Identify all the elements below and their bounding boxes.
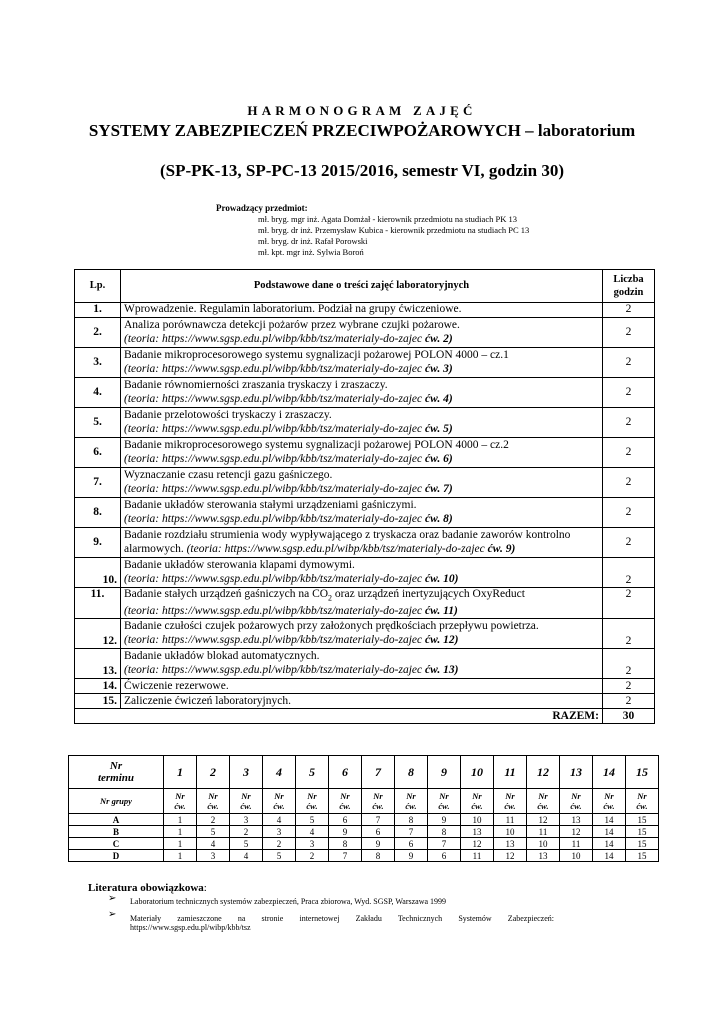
schedule-cell: 11 bbox=[461, 850, 494, 862]
schedule-cell: 8 bbox=[362, 850, 395, 862]
header-content: Podstawowe dane o treści zajęć laboratoryjnych bbox=[121, 270, 603, 303]
schedule-cell: 5 bbox=[230, 838, 263, 850]
schedule-cell: 13 bbox=[461, 826, 494, 838]
schedule-cell: 10 bbox=[560, 850, 593, 862]
table-row: 6. Badanie mikroprocesorowego systemu sygnalizacji pożarowej POLON 4000 – cz.2 (teoria: https://www.sgsp.edu.pl/wibp/kbb/tsz/materialy-do-zajec ćw. 6) 2 bbox=[75, 438, 655, 468]
leaders-label: Prowadzący przedmiot: bbox=[216, 203, 308, 213]
group-name: D bbox=[69, 850, 164, 862]
schedule-cell: 14 bbox=[593, 850, 626, 862]
schedule-cell: 8 bbox=[329, 838, 362, 850]
schedule-cell: 10 bbox=[494, 826, 527, 838]
schedule-cell: 6 bbox=[362, 826, 395, 838]
schedule-cell: 2 bbox=[197, 814, 230, 826]
table-row: 1. Wprowadzenie. Regulamin laboratorium. Podział na grupy ćwiczeniowe. 2 bbox=[75, 303, 655, 318]
schedule-cell: 12 bbox=[560, 826, 593, 838]
header-hours: Liczba godzin bbox=[603, 270, 655, 303]
schedule-cell: 3 bbox=[230, 814, 263, 826]
course-content-table bbox=[74, 269, 655, 724]
schedule-cell: 11 bbox=[560, 838, 593, 850]
schedule-cell: 2 bbox=[296, 850, 329, 862]
schedule-cell: 4 bbox=[230, 850, 263, 862]
schedule-cell: 15 bbox=[626, 814, 659, 826]
schedule-cell: 14 bbox=[593, 838, 626, 850]
schedule-cell: 4 bbox=[263, 814, 296, 826]
schedule-cell: 13 bbox=[527, 850, 560, 862]
schedule-cell: 12 bbox=[461, 838, 494, 850]
table-row: 13. Badanie układów blokad automatycznych. (teoria: https://www.sgsp.edu.pl/wibp/kbb/tsz/materialy-do-zajec ćw. 13) 2 bbox=[75, 649, 655, 679]
schedule-cell: 9 bbox=[428, 814, 461, 826]
schedule-cell: 8 bbox=[395, 814, 428, 826]
table-row: 10. Badanie układów sterowania klapami dymowymi. (teoria: https://www.sgsp.edu.pl/wibp/kbb/tsz/materialy-do-zajec ćw. 10) 2 bbox=[75, 558, 655, 588]
document-title-line1: HARMONOGRAM ZAJĘĆ bbox=[247, 103, 477, 118]
schedule-cell: 2 bbox=[230, 826, 263, 838]
schedule-cell: 12 bbox=[494, 850, 527, 862]
header-lp: Lp. bbox=[75, 270, 121, 303]
schedule-cell: 13 bbox=[494, 838, 527, 850]
table-row: 7. Wyznaczanie czasu retencji gazu gaśniczego. (teoria: https://www.sgsp.edu.pl/wibp/kbb/tsz/materialy-do-zajec ćw. 7) 2 bbox=[75, 468, 655, 498]
total-value: 30 bbox=[603, 709, 655, 724]
leader-item: mł. bryg. dr inż. Przemysław Kubica - kierownik przedmiotu na studiach PC 13 bbox=[258, 225, 530, 235]
leader-item: mł. bryg. mgr inż. Agata Domżał - kierownik przedmiotu na studiach PK 13 bbox=[258, 214, 517, 224]
schedule-cell: 5 bbox=[197, 826, 230, 838]
document-title-line3: (SP-PK-13, SP-PC-13 2015/2016, semestr VI, godzin 30) bbox=[159, 161, 565, 180]
schedule-cell: 3 bbox=[263, 826, 296, 838]
leader-item: mł. kpt. mgr inż. Sylwia Boroń bbox=[258, 247, 364, 257]
schedule-cell: 13 bbox=[560, 814, 593, 826]
schedule-cell: 10 bbox=[461, 814, 494, 826]
schedule-cell: 4 bbox=[197, 838, 230, 850]
group-header: Nr grupy bbox=[69, 789, 164, 814]
group-name: A bbox=[69, 814, 164, 826]
table-row: 12. Badanie czułości czujek pożarowych przy założonych prędkościach przepływu powietrza. (teoria: https://www.sgsp.edu.pl/wibp/kbb/tsz/materialy-do-zajec ćw. 12) 2 bbox=[75, 619, 655, 649]
schedule-cell: 8 bbox=[428, 826, 461, 838]
schedule-cell: 1 bbox=[164, 850, 197, 862]
document-title-line2: SYSTEMY ZABEZPIECZEŃ PRZECIWPOŻAROWYCH – laboratorium bbox=[88, 121, 636, 140]
term-header: Nr terminu bbox=[69, 756, 164, 789]
total-label: RAZEM: bbox=[75, 709, 603, 724]
schedule-row bbox=[69, 838, 659, 850]
schedule-cell: 6 bbox=[395, 838, 428, 850]
literature-item: Laboratorium technicznych systemów zabezpieczeń, Praca zbiorowa, Wyd. SGSP, Warszawa 1999 bbox=[130, 897, 447, 906]
table-row: 11. Badanie stałych urządzeń gaśniczych na $CO_2$ oraz urządzeń inertyzujących OxyReduct (teoria: https://www.sgsp.edu.pl/wibp/kbb/tsz/materialy-do-zajec ćw. 11) 2 bbox=[75, 588, 655, 619]
schedule-cell: 12 bbox=[527, 814, 560, 826]
table-row: 3. Badanie mikroprocesorowego systemu sygnalizacji pożarowej POLON 4000 – cz.1 (teoria: https://www.sgsp.edu.pl/wibp/kbb/tsz/materialy-do-zajec ćw. 3) 2 bbox=[75, 348, 655, 378]
schedule-cell: 7 bbox=[329, 850, 362, 862]
table-row: 2. Analiza porównawcza detekcji pożarów przez wybrane czujki pożarowe. (teoria: https://www.sgsp.edu.pl/wibp/kbb/tsz/materialy-do-zajec ćw. 2) 2 bbox=[75, 318, 655, 348]
schedule-cell: 9 bbox=[395, 850, 428, 862]
table-row: 15. Zaliczenie ćwiczeń laboratoryjnych. 2 bbox=[75, 694, 655, 709]
group-name: C bbox=[69, 838, 164, 850]
schedule-cell: 9 bbox=[329, 826, 362, 838]
schedule-row bbox=[69, 826, 659, 838]
schedule-cell: 9 bbox=[362, 838, 395, 850]
schedule-cell: 6 bbox=[329, 814, 362, 826]
schedule-cell: 2 bbox=[263, 838, 296, 850]
schedule-table: Nr terminu 1 2 3 4 5 6 7 8 9 10 11 12 13 14 15 Nr grupy Nr ćw. Nr ćw. Nr ćw. Nr ćw. Nr ćw. Nr ćw. Nr ćw. Nr ćw. Nr ćw. Nr ćw. Nr ćw. Nr ćw. Nr ćw. Nr ćw. Nr ćw. A 1 2 3 4 5 6 7 8 9 10 11 12 13 14 15 B 1 5 2 3 4 9 6 7 8 13 10 11 12 14 15 C 1 4 5 2 3 8 9 6 7 12 13 10 11 14 15 D 1 3 4 5 2 7 8 9 6 11 12 13 10 14 15 bbox=[68, 755, 659, 862]
schedule-cell: 5 bbox=[296, 814, 329, 826]
schedule-cell: 15 bbox=[626, 826, 659, 838]
schedule-cell: 3 bbox=[197, 850, 230, 862]
arrow-bullet-icon: ➢ bbox=[108, 893, 117, 904]
schedule-row bbox=[69, 850, 659, 862]
table-row: 4. Badanie równomierności zraszania tryskaczy i zraszaczy. (teoria: https://www.sgsp.edu.pl/wibp/kbb/tsz/materialy-do-zajec ćw. 4) 2 bbox=[75, 378, 655, 408]
total-row bbox=[75, 709, 655, 724]
leader-item: mł. bryg. dr inż. Rafał Porowski bbox=[258, 236, 368, 246]
schedule-cell: 1 bbox=[164, 814, 197, 826]
schedule-cell: 15 bbox=[626, 850, 659, 862]
schedule-cell: 7 bbox=[428, 838, 461, 850]
schedule-cell: 1 bbox=[164, 826, 197, 838]
schedule-cell: 11 bbox=[494, 814, 527, 826]
schedule-cell: 11 bbox=[527, 826, 560, 838]
literature-label: Literatura obowiązkowa: bbox=[88, 882, 207, 894]
schedule-cell: 6 bbox=[428, 850, 461, 862]
leaders-list bbox=[258, 214, 529, 258]
table-row: 8. Badanie układów sterowania stałymi urządzeniami gaśniczymi. (teoria: https://www.sgsp.edu.pl/wibp/kbb/tsz/materialy-do-zajec ćw. 8) 2 bbox=[75, 498, 655, 528]
schedule-cell: 15 bbox=[626, 838, 659, 850]
schedule-cell: 7 bbox=[362, 814, 395, 826]
schedule-cell: 5 bbox=[263, 850, 296, 862]
schedule-cell: 14 bbox=[593, 826, 626, 838]
arrow-bullet-icon: ➢ bbox=[108, 909, 117, 920]
literature-item: Materiały zamieszczone na stronie internetowej Zakładu Technicznych Systemów Zabezpieczeń: https://www.sgsp.edu.pl/wibp/kbb/tsz bbox=[130, 914, 554, 932]
schedule-cell: 10 bbox=[527, 838, 560, 850]
table-row: 5. Badanie przelotowości tryskaczy i zraszaczy. (teoria: https://www.sgsp.edu.pl/wibp/kbb/tsz/materialy-do-zajec ćw. 5) 2 bbox=[75, 408, 655, 438]
group-name: B bbox=[69, 826, 164, 838]
schedule-cell: 7 bbox=[395, 826, 428, 838]
schedule-cell: 3 bbox=[296, 838, 329, 850]
schedule-cell: 1 bbox=[164, 838, 197, 850]
table-row: 14. Ćwiczenie rezerwowe. 2 bbox=[75, 679, 655, 694]
table-row: 9. Badanie rozdziału strumienia wody wypływającego z tryskacza oraz badanie zaworów kontrolno alarmowych. (teoria: https://www.sgsp.edu.pl/wibp/kbb/tsz/materialy-do-zajec ćw. 9) 2 bbox=[75, 528, 655, 558]
schedule-row bbox=[69, 814, 659, 826]
schedule-cell: 4 bbox=[296, 826, 329, 838]
schedule-cell: 14 bbox=[593, 814, 626, 826]
